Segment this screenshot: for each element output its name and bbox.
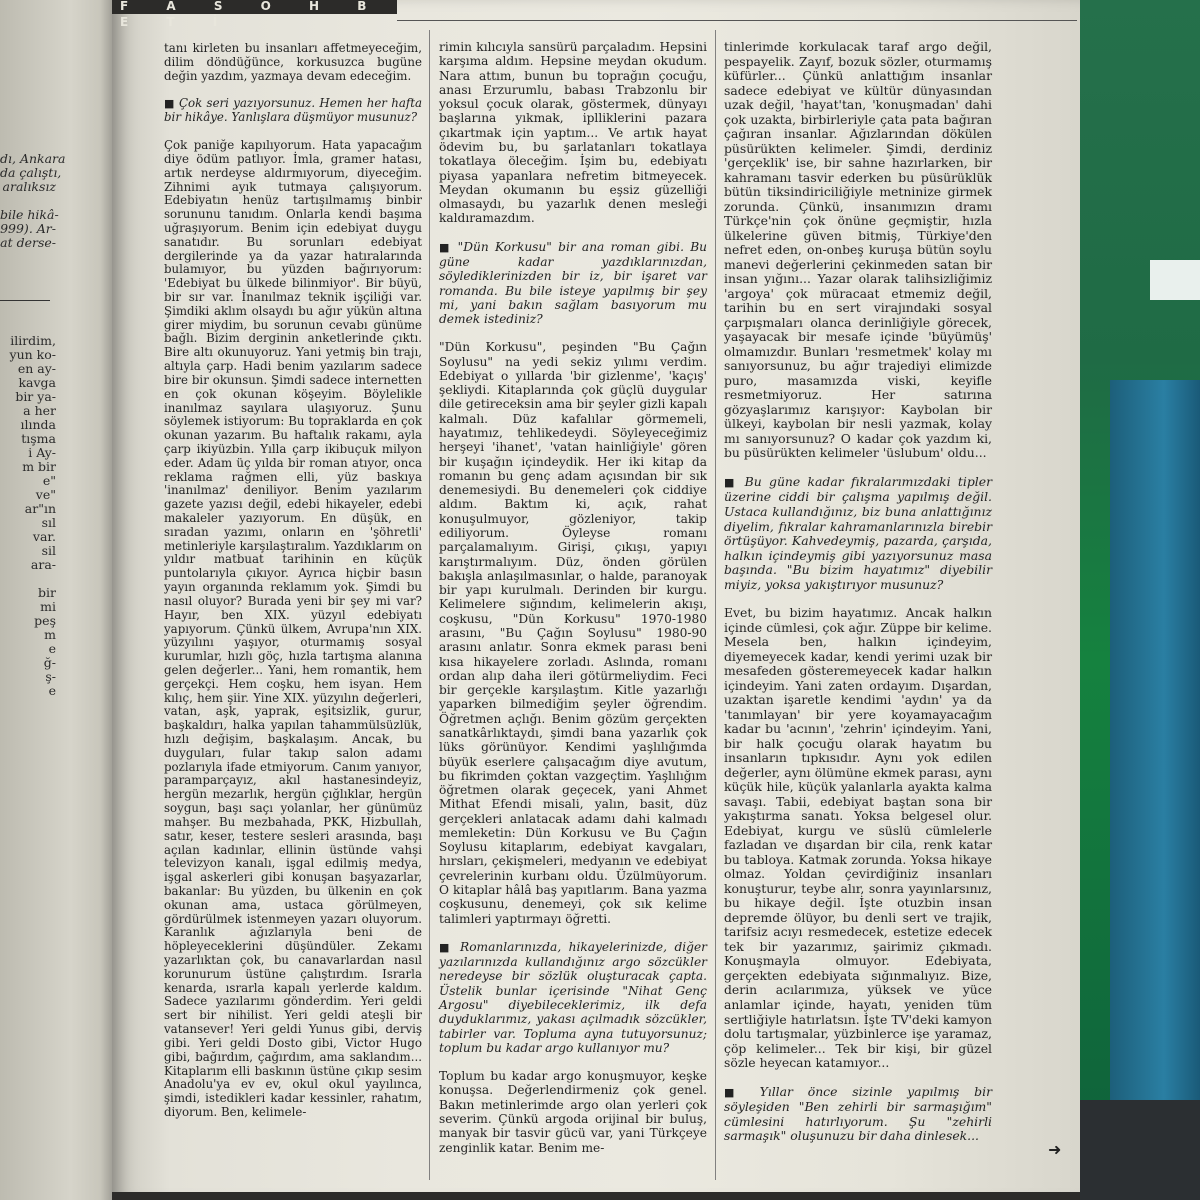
previous-page-line: var. (32, 529, 56, 544)
interview-question: ■ Çok seri yazıyorsunuz. Hemen her hafta bir hikâye. Yanlışlara düşmüyor musunuz? (164, 97, 422, 125)
previous-page-line: ş- (45, 669, 56, 684)
previous-page-line: e (48, 641, 56, 656)
previous-page-line: tışma (21, 431, 56, 446)
previous-page-line: a her (23, 403, 56, 418)
previous-page-line: i Ay- (28, 445, 56, 460)
interview-question: ■ "Dün Korkusu" bir ana roman gibi. Bu güne kadar yazdıklarınızdan, söylediklerinizden bir iz, bir işaret var romanda. Bu bile isteye yapılmış bir şey mi, yani bakın sağlam basıyorum mu demek istediniz? (439, 240, 707, 327)
previous-page-text-bottom (0, 334, 118, 698)
previous-page-line: ılında (20, 417, 56, 432)
previous-page-line: mi (40, 599, 56, 614)
previous-page-line: at derse- (0, 235, 56, 250)
interview-answer: Evet, bu bizim hayatımız. Ancak halkın içinde cümlesi, çok ağır. Züppe bir kelime. Mesela ben, halkın içindeyim, diyemeyecek kadar, kendi yerimi uzak bir mesafeden gösteremeyecek kadar halkın içindeyim. Yani zaten ordayım. Dışardan, uzaktan işaretle kendimi 'aydın' ya da 'tanımlayan' bir yere koyamayacağım kadar bu 'acının', 'zehrin' içindeyim. Yani, bir halk çocuğu olarak hayatım bu insanların tıpkısıdır. Aynı yok edilen değerler, aynı ölümüne ekmek parası, aynı küçük hile, küçük yalanlarla ayakta kalma savaşı. Tabii, edebiyat baştan sona bir yakıştırma sanatı. Yoksa belgesel olur. Edebiyat, kurgu ve süslü cümlelerle fazladan ve dışardan bir cila, renk katar bu tabloya. Katmak zorunda. Yoksa hikaye olmaz. Yoldan çevirdiğiniz insanları konuşturur, teybe alır, sonra yayınlarsınız, bu hikaye değil. İşte otuzbin insan depremde ölüyor, bu denli sert ve trajik, tarifsiz acıyı resmedecek, estetize edecek tek bir yazarımız, şairimiz çıkmadı. Konuşmayla olmuyor. Edebiyata, gerçekten edebiyata sığınmalıyız. Bize, derin acılarımıza, yüksek ve yüce anlamlar içinde, hayatı, yeniden tüm sertliğiyle hatırlatsın. İşte TV'deki kamyon dolu tartışmalar, yüzbinlerce işe yaramaz, çöp kelimeler... Tek bir kişi, bir güzel sözle heyecan katamıyor... (724, 605, 992, 1071)
previous-page-line: sıl (41, 515, 56, 530)
text-column-1 (164, 42, 422, 1120)
previous-page-text-top (0, 152, 118, 250)
magazine-page (112, 0, 1080, 1200)
previous-page-line: da çalıştı, (0, 165, 62, 180)
interview-answer: Toplum bu kadar argo konuşmuyor, keşke konuşsa. Değerlendirmeniz çok genel. Bakın metinlerimde argo olan yerleri çok severim. Çünkü argoda orijinal bir buluş, manyak bir tasvir gücü var, yani Türkçeye zenginlik katar. Benim me- (439, 1069, 707, 1155)
text-column-2 (439, 40, 707, 1155)
previous-page-line: 999). Ar- (0, 221, 56, 236)
previous-page-line: e (48, 683, 56, 698)
previous-page-line: dı, Ankara (0, 151, 66, 166)
previous-page-line: ve" (35, 487, 56, 502)
previous-page-line: ilirdim, (10, 333, 56, 348)
interview-answer: Çok paniğe kapılıyorum. Hata yapacağım diye ödüm patlıyor. İmla, gramer hatası, artık nerdeyse aldırmıyorum, diyeceğim. Zihnimi ayık tutmaya çalışıyorum. Edebiyatın henüz tartışılmamış binbir sorununu tanıdım. Onlarla kendi başıma uğraşıyorum. Benim için edebiyat duygu sanatıdır. Bu sorunları edebiyat dergilerinde ya da yazar hatıralarında bulamıyor, bu yüzden bağırıyorum: 'Edebiyat bu ülkede bilinmiyor'. Bir büyü, bir sır var. İnanılmaz teknik işçiliği var. Şimdiki aklım olsaydı bu ağır yükün altına girer miydim, bu sorunun cevabı günüme bağlı. Bizim derginin anketlerinde çıktı. Bire altı okunuyoruz. Yani yetmiş bin trajı, altıyla çarp. Hadi benim yazılarım sadece bire bir okunsun. Şimdi sadece internetten en çok okunan köşeyim. Böylelikle inanılmaz sayılara ulaşıyoruz. Şunu söylemek istiyorum: Bu topraklarda en çok okunan yazarım. Bu haftalık rakamı, ayla çarp ikiyüzbin. Yılla çarp ikibuçuk milyon eder. Adam üç yılda bir roman atıyor, onca reklama rağmen elli, yüz baskıya 'inanılmaz' deniliyor. Benim yazılarım gazete yazısı değil, edebi hikayeler, edebi makaleler yazıyorum. En düşük, en sıradan yazımı, onların en 'şöhretli' metinleriyle karşılaştıralım. Yazdıklarım on yıldır matbuat tarihinin en küçük puntolarıyla çıkıyor. Ayrıca hiçbir basın yayın organında reklamım yok. Şimdi bu nasıl oluyor? Burada yeni bir şey mi var? Hayır, ben XIX. yüzyıl edebiyatı yapıyorum. Çünkü ülkem, Avrupa'nın XIX. yüzyılını yaşıyor, oturmamış sosyal kurumlar, hızlı göç, hızla tartışma alanına gelen değerler... Yani, hem romantik, hem gerçekçi. Hem coşku, hem isyan. Hem kılıç, hem şiir. Yine XIX. yüzyılın değerleri, vatan, aşk, yaprak, eşitsizlik, gurur, başkaldırı, halka yapılan tahammülsüzlük, hızlı değişim, başkalaşım. Ancak, bu duyguları, fular takıp salon adamı pozlarıyla ifade etmiyorum. Canım yanıyor, paramparçayız, akıl hastanesindeyiz, hergün mezarlık, hergün çığlıklar, hergün soygun, başı saçı yolanlar, her günümüz mahşer. Bu mezbahada, PKK, Hizbullah, satır, keser, testere sesleri arasında, başı açılan kadınlar, ellinin üstünde vahşi televizyon kanalı, işgal edilmiş medya, işgal askerleri gibi konuşan başyazarlar, bakanlar: Bu yüzden, bu ülkenin en çok okunan ama, ustaca görülmeyen, gördürülmek istenmeyen yazarı oluyorum. Karanlık ağızlarıyla beni de höpleyeceklerini düşündüler. Zekamı yazarlıktan çok, bu canavarlardan nasıl korunurum üstüne çalıştırdım. Israrla kenarda, ısrarla kapalı yerlerde kaldım. Sadece yazılarımı gönderdim. Yeri geldi sert bir nihilist. Yeri geldi ateşli bir vatansever! Yeri geldi Yunus gibi, derviş gibi. Yeri geldi Dosto gibi, Victor Hugo gibi, bağırdım, çağırdım, ama saklandım... Kitaplarım elli baskının üstüne çıkıp sesim Anadolu'ya ev ev, okul okul yayılınca, şimdi, istedikleri kadar kessinler, rahatım, diyorum. Ben, kelimele- (164, 138, 422, 1119)
previous-page-line: m (44, 627, 56, 642)
previous-page-line (0, 194, 118, 208)
continue-arrow-icon: ➜ (1048, 1140, 1062, 1159)
previous-page-line: bir (38, 585, 56, 600)
column-divider-2 (715, 30, 716, 1180)
previous-page-line: bile hikâ- (0, 207, 59, 222)
interview-answer: tanı kirleten bu insanları affetmeyeceğim, dilim döndüğünce, korkusuzca bugüne değin yazdım, yazmaya devam edeceğim. (164, 41, 422, 83)
interview-question: ■ Bu güne kadar fıkralarımızdaki tipler üzerine ciddi bir çalışma yapılmış değil. Ustaca kullandığınız, biz buna anlattığınız diyelim, fıkralar kahramanlarınızla birebir örtüşüyor. Kahvedeymiş, pazarda, çarşıda, halkın içindeymiş gibi yazıyorsunuz masa başında. "Bu bizim hayatımız" diyebilir miyiz, yoksa yakıştırıyor musunuz? (724, 475, 992, 592)
previous-page-line: kavga (18, 375, 56, 390)
previous-page-line: yun ko- (9, 347, 56, 362)
section-header-title: F A S O H B E T İ (120, 0, 384, 29)
interview-answer: "Dün Korkusu", peşinden "Bu Çağın Soylusu" na yedi sekiz yılımı verdim. Edebiyat o yıllarda 'bir gizlenme', 'kaçış' şekliydi. Kitaplarında çok güçlü duygular dile getireceksin ama bir şeyler gizli kapalı kalmalı. Düz kafalılar görmemeli, hayatımız, tehlikedeydi. Söyleyeceğimiz herşeyi 'ihanet', 'vatan hainliğiyle' gören bir kuşağın içindeydik. Her iki kitap da romanın bu genç adam açısından bir sık denemesiydi. Bu denemeleri çok ciddiye aldım. Baktım ki, açık, rahat konuşulmuyor, gözleniyor, takip ediliyorum. Öyleyse romanı parçalamalıyım. Girişi, çıkışı, yapıyı karıştırmalıyım. Düz, önden görülen bakışla anlaşılmasınlar, o halde, paranoyak bir yapı kurulmalı. Derinden bir kurgu. Kelimelere sığındım, kelimelerin akışı, coşkusu, "Dün Korkusu" 1970-1980 arasını, "Bu Çağın Soylusu" 1980-90 arasını anlatır. Sonra ekmek parası beni kısa hikayelere zorladı. Aslında, romanı ordan alıp daha ileri götürmeliydim. Feci bir gerçekle karşılaştım. Kitle yazarlığı yaparken bilmediğim şeyler öğrendim. Öğretmen açlığı. Benim gözüm gerçekten sanatkârlıktaydı, şimdi bana yazarlık çok lüks görünüyor. Kendimi yaşlılığımda büyük eserlere çalışacağım diye avutum, bu fikrimden çoktan vazgeçtim. Yaşlılığım öğretmen olarak geçecek, yani Ahmet Mithat Efendi misali, yalın, basit, düz gerçekleri anlatacak adamı dahi kalmadı memleketin: Dün Korkusu ve Bu Çağın Soylusu kitaplarım, edebiyat kavgaları, hırsları, çekişmeleri, medyanın ve edebiyat çevrelerinin kurbanı oldu. Üzülmüyorum. O kitaplar hâlâ baş yapıtlarım. Bana yazma coşkusunu, denemeyi, çok sık kelime talimleri yaptırmayı öğretti. (439, 340, 707, 926)
text-column-3 (724, 40, 992, 1158)
previous-page-line: en ay- (17, 361, 56, 376)
column-divider-1 (429, 30, 430, 1180)
header-rule (397, 20, 1077, 21)
previous-page-line: sil (41, 543, 56, 558)
background-white-label (1150, 260, 1200, 300)
previous-page-line: m bir (22, 459, 56, 474)
previous-page-line: e" (42, 473, 56, 488)
previous-page-line (0, 572, 118, 586)
previous-page (0, 0, 118, 1200)
previous-page-rule (0, 300, 50, 301)
background-dark-object (1080, 1100, 1200, 1200)
previous-page-line: aralıksız (2, 179, 56, 194)
previous-page-line: bir ya- (15, 389, 56, 404)
interview-question: ■ Yıllar önce sizinle yapılmış bir söyleşiden "Ben zehirli bir sarmaşığım" cümlesini hatırlıyorum. Şu "zehirli sarmaşık" oluşunuzu bir daha dinlesek... (724, 1085, 992, 1144)
footer-bar (112, 1192, 1080, 1200)
background-blue-object (1110, 380, 1200, 1140)
interview-question: ■ Romanlarınızda, hikayelerinizde, diğer yazılarınızda kullandığınız argo sözcükler neredeyse bir sözlük oluşturacak çapta. Üstelik bunlar içerisinde "Nihat Genç Argosu" diyebileceklerimiz, ilk defa duyduklarımız, yakası açılmadık sözcükler, tabirler var. Topluma ayna tutuyorsunuz; toplum bu kadar argo kullanıyor mu? (439, 940, 707, 1055)
previous-page-line: ğ- (43, 655, 56, 670)
interview-answer: tinlerimde korkulacak taraf argo değil, pespayelik. Zayıf, bozuk sözler, oturmamış küfürler... Çünkü anlattığım insanlar sadece edebiyat ve kültür dünyasından uzak değil, 'hayat'tan, 'konuşmadan' dahi çok uzakta, birbirleriyle çata pata bağıran çağıran insanlar. Ağızlarından dökülen püsürükten kelimeler. Şimdi, derdiniz 'gerçeklik' ise, bir sahne hazırlarken, bir kahramanı tasvir ederken bu püsürüklük bütün tiksindiriciliğiyle metninize girmek zorunda. Çünkü, insanımızın dramı Türkçe'nin çok önüne geçmiştir, hızla ülkelerine güven bitmiş, Türkiye'den nefret eden, on-onbeş kuruşa bütün soylu manevi değerlerini çekinmeden satan bir insan yığını... Yazar olarak talihsizliğimiz 'argoya' çok müracaat etmemiz değil, tarihin bu en sert virajındaki sosyal çarpışmaları olanca derinliğiyle görecek, yaşayacak bir mesafe içinde 'büyümüş' olmamızdır. Bunları 'resmetmek' kolay mı sanıyorsunuz, bu ağır trajediyi elimizde puro, masamızda viski, keyifle resmetmiyoruz. Her satırına gözyaşlarımız karışıyor: Kaybolan bir ülkeyi, kaybolan bir nesli yazmak, kolay mı sanıyorsunuz? O kadar çok yazdım ki, bu püsürükten kelimeler 'üslubum' oldu... (724, 39, 992, 461)
previous-page-line: ara- (30, 557, 56, 572)
previous-page-line: ar"ın (24, 501, 56, 516)
previous-page-line: peş (34, 613, 56, 628)
interview-answer: rimin kılıcıyla sansürü parçaladım. Hepsini karşıma aldım. Hepsine meydan okudum. Nara attım, bunun bu toprağın çocuğu, anası Erzurumlu, babası Trabzonlu bir yoksul çocuk olarak, göstermek, dünyayı başlarına yıkmak, iplliklerini pazara çıkartmak için yaptım... Ve artık hayat ödevim bu, bu şarlatanları tokatlaya tokatlaya öleceğim. İşim bu, edebiyatı piyasa yapanlara nefretim bitmeyecek. Meydan okumanın bu eşsiz güzelliği olmasaydı, bu yazarlık denen mesleği kaldıramazdım. (439, 40, 707, 226)
